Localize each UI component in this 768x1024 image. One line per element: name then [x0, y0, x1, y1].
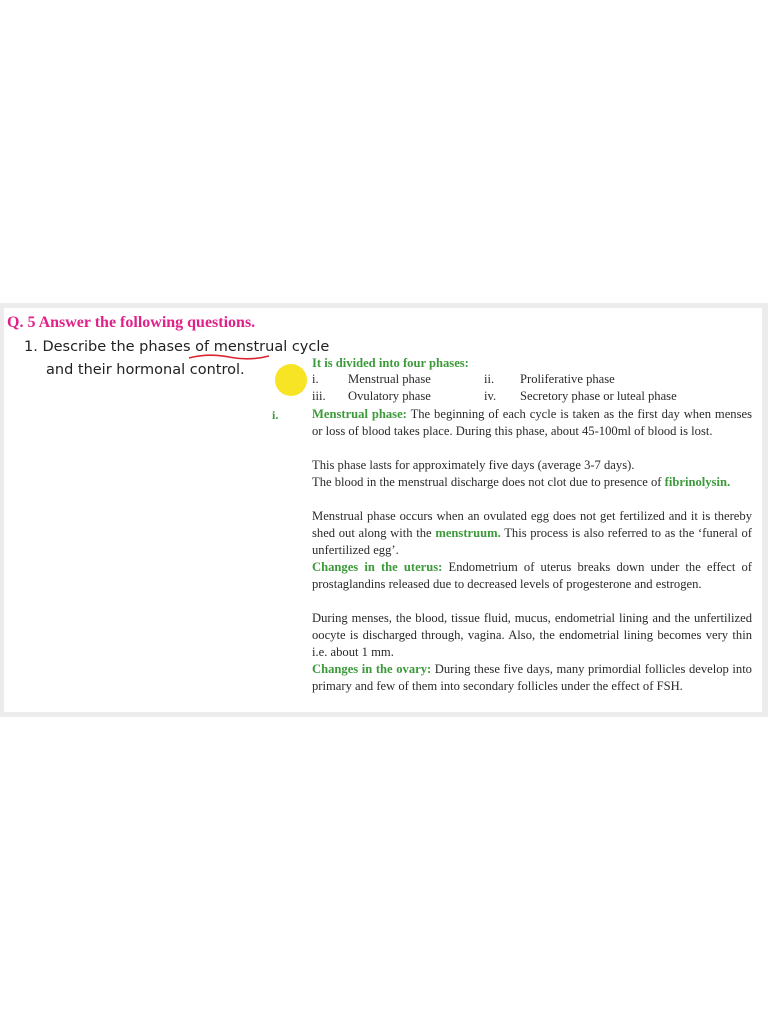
section-number: i. [272, 408, 279, 422]
paragraph-fibrinolysin [312, 474, 752, 491]
phase-label: Proliferative phase [520, 372, 615, 386]
phase-num: ii. [484, 372, 495, 386]
phase-row-1 [294, 372, 754, 389]
paragraph-text: The beginning of each cycle is taken as the first day when menses or loss of blood takes place. During this phase, about 45-100ml of blood is lost. [312, 407, 752, 438]
term-highlight: menstruum. [435, 526, 501, 540]
question-heading: Q. 5 Answer the following questions. [7, 314, 256, 331]
handwritten-underline [188, 352, 270, 362]
handwritten-question-line-1: 1. Describe the phases of menstrual cycle [24, 339, 330, 355]
phase-label: Menstrual phase [348, 372, 431, 386]
paragraph-text: During these five days, many primordial follicles develop into primary and few of them into secondary follicles under the effect of FSH. [312, 662, 752, 693]
paragraph-text: Menstrual phase occurs when an ovulated egg does not get fertilized and it is thereby shed out along with the [312, 509, 752, 540]
paragraph-text: The blood in the menstrual discharge does not clot due to presence of [312, 475, 665, 489]
paragraph-duration: This phase lasts for approximately five days (average 3-7 days). [312, 458, 635, 472]
slide-frame [0, 303, 768, 717]
paragraph-text: Endometrium of uterus breaks down under the effect of prostaglandins released due to decreased levels of progesterone and estrogen. [312, 560, 752, 591]
phase-num: iv. [484, 389, 497, 403]
phase-row-2 [294, 389, 754, 406]
term-highlight: fibrinolysin. [664, 475, 731, 489]
phases-intro: It is divided into four phases: [312, 356, 469, 370]
phase-num: iii. [312, 389, 326, 403]
phase-num: i. [312, 372, 319, 386]
phase-label: Ovulatory phase [348, 389, 431, 403]
term-heading: Menstrual phase: [312, 407, 407, 421]
underline-stroke [189, 355, 269, 359]
paragraph-fertilization [312, 508, 752, 559]
document-page [4, 308, 762, 712]
paragraph-uterus-changes [312, 559, 752, 593]
paragraph-ovary-changes [312, 661, 752, 695]
paragraph-menstrual-phase [312, 406, 752, 440]
paragraph-text: This process is also referred to as the ‘funeral of unfertilized egg’. [312, 526, 752, 557]
phase-label: Secretory phase or luteal phase [520, 389, 677, 403]
term-heading: Changes in the ovary: [312, 662, 432, 676]
paragraph-menses: During menses, the blood, tissue fluid, mucus, endometrial lining and the unfertilized oocyte is discharged through, vagina. Also, the endometrial lining becomes very thin i.e. about 1 mm. [312, 611, 752, 659]
term-heading: Changes in the uterus: [312, 560, 443, 574]
handwritten-question-line-2: and their hormonal control. [46, 362, 245, 378]
